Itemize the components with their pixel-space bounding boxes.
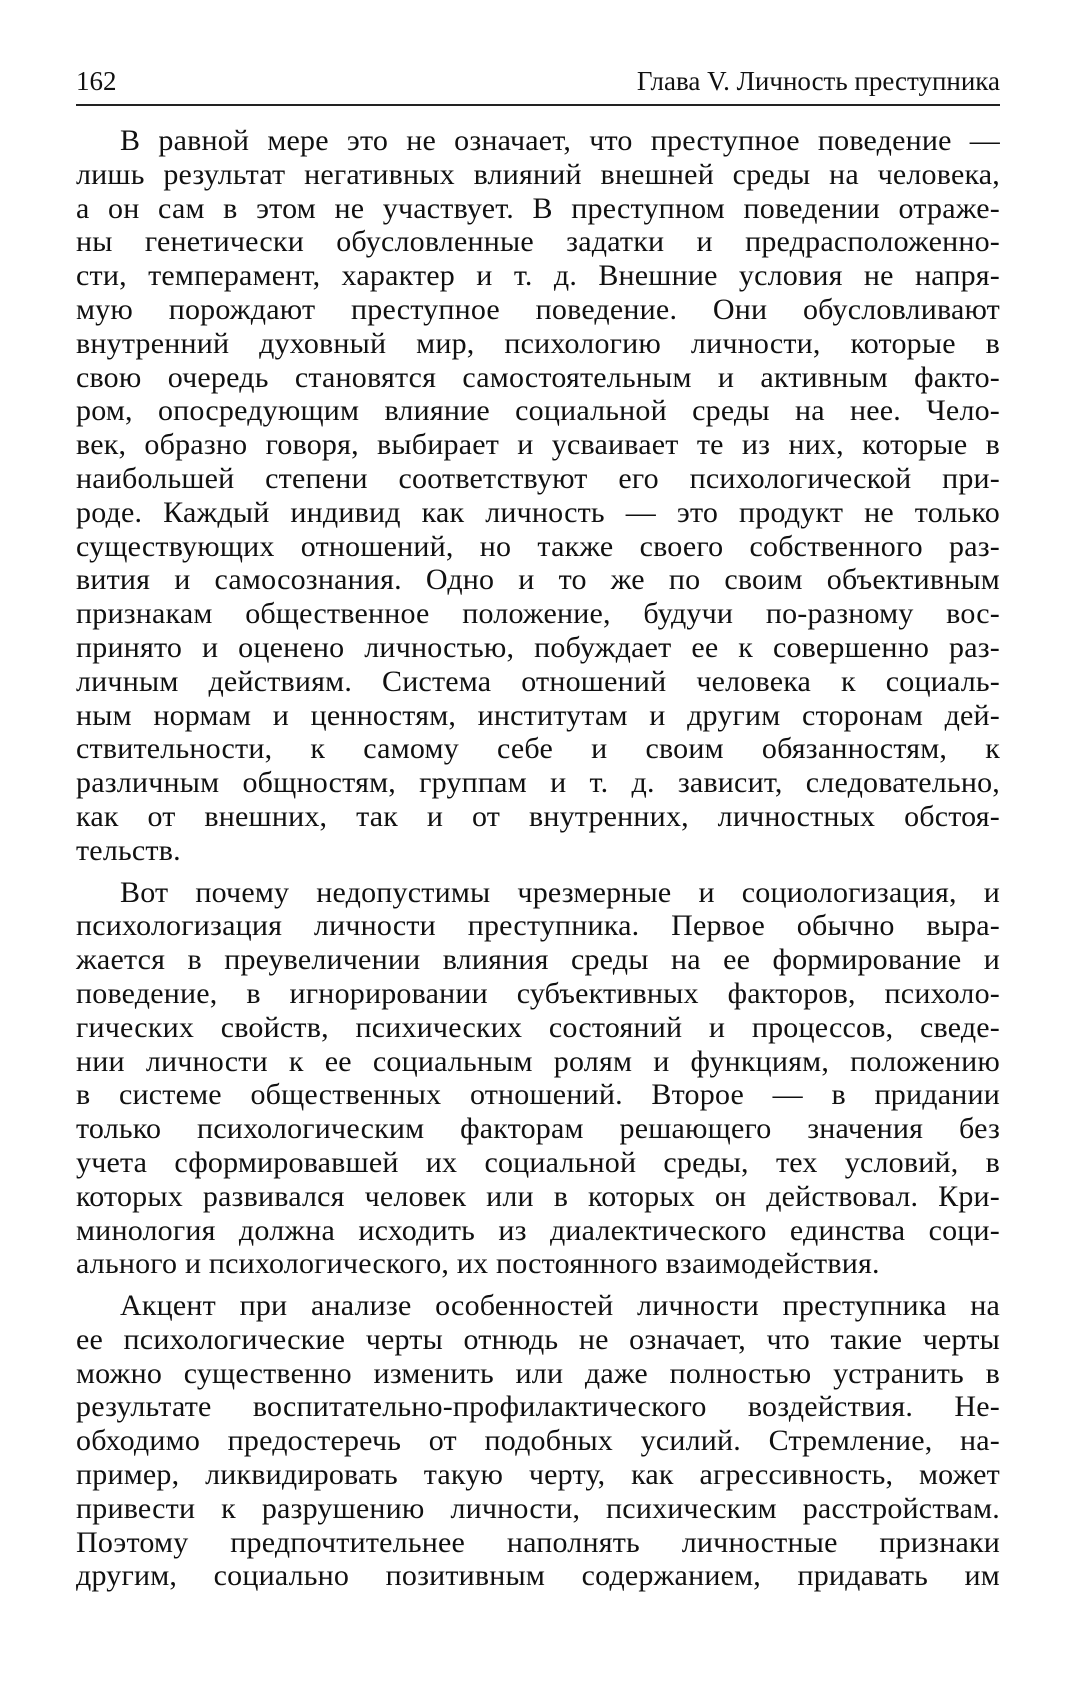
paragraph [76,876,1000,1282]
text-line: Поэтому предпочтительнее наполнять личностные признаки [76,1525,1000,1559]
text-line: пример, ликвидировать такую черту, как агрессивность, может [76,1458,1000,1492]
text-line: принято и оценено личностью, побуждает ее к совершенно раз- [76,630,1000,664]
text-line: тельств. [76,833,181,867]
text-line: ального и психологического, их постоянного взаимодействия. [76,1247,880,1281]
text-line: Вот почему недопустимы чрезмерные и социологизация, и [120,875,1000,909]
text-line: ром, опосредующим влияние социальной среды на нее. Чело- [76,394,1000,428]
text-line: результате воспитательно-профилактического воздействия. Не- [76,1390,1000,1424]
text-line: роде. Каждый индивид как личность — это продукт не только [76,495,1000,529]
text-line: признакам общественное положение, будучи по-разному вос- [76,597,1000,631]
text-line: ным нормам и ценностям, институтам и другим сторонам дей- [76,698,1000,732]
text-line: как от внешних, так и от внутренних, личностных обстоя- [76,799,1000,833]
text-line: существующих отношений, но также своего собственного раз- [76,529,1000,563]
text-line: нии личности к ее социальным ролям и функциям, положению [76,1044,1000,1078]
running-header [76,62,1000,106]
chapter-title: Глава V. Личность преступника [636,66,1000,96]
text-line: только психологическим факторам решающего значения без [76,1112,1000,1146]
text-line: Акцент при анализе особенностей личности преступника на [120,1289,1000,1323]
text-line: ее психологические черты отнюдь не означает, что такие черты [76,1322,1000,1356]
text-line: внутренний духовный мир, психологию личности, которые в [76,326,1000,360]
paragraph [76,124,1000,868]
text-line: минология должна исходить из диалектического единства соци- [76,1213,1000,1247]
text-line: психологизация личности преступника. Первое обычно выра- [76,909,1000,943]
paragraph [76,1289,1000,1593]
text-line: поведение, в игнорировании субъективных факторов, психоло- [76,976,1000,1010]
text-line: личным действиям. Система отношений человека к социаль- [76,664,1000,698]
text-line: сти, темперамент, характер и т. д. Внешние условия не напря- [76,259,1000,293]
text-line: обходимо предостеречь от подобных усилий. Стремление, на- [76,1424,1000,1458]
text-line: а он сам в этом не участвует. В преступном поведении отраже- [76,191,1000,225]
text-line: наибольшей степени соответствуют его психологической при- [76,461,1000,495]
text-line: ны генетически обусловленные задатки и предрасположенно- [76,225,1000,259]
text-line: жается в преувеличении влияния среды на ее формирование и [76,943,1000,977]
text-line: вития и самосознания. Одно и то же по своим объективным [76,563,1000,597]
text-line: ствительности, к самому себе и своим обязанностям, к [76,732,1000,766]
text-line: которых развивался человек или в которых он действовал. Кри- [76,1179,1000,1213]
text-line: свою очередь становятся самостоятельным и активным факто- [76,360,1000,394]
text-line: учета сформировавшей их социальной среды, тех условий, в [76,1145,1000,1179]
page-number: 162 [76,66,117,96]
text-line: другим, социально позитивным содержанием, придавать им [76,1559,1000,1593]
text-line: гических свойств, психических состояний и процессов, сведе- [76,1010,1000,1044]
text-line: век, образно говоря, выбирает и усваивает те из них, которые в [76,428,1000,462]
text-line: В равной мере это не означает, что преступное поведение — [120,124,1000,157]
text-line: в системе общественных отношений. Второе — в придании [76,1078,1000,1112]
text-line: привести к разрушению личности, психическим расстройствам. [76,1491,1000,1525]
text-line: мую порождают преступное поведение. Они обусловливают [76,292,1000,326]
body-text [76,124,1000,1593]
text-line: лишь результат негативных влияний внешней среды на человека, [76,157,1000,191]
text-line: можно существенно изменить или даже полностью устранить в [76,1356,1000,1390]
text-line: различным общностям, группам и т. д. зависит, следовательно, [76,766,1000,800]
